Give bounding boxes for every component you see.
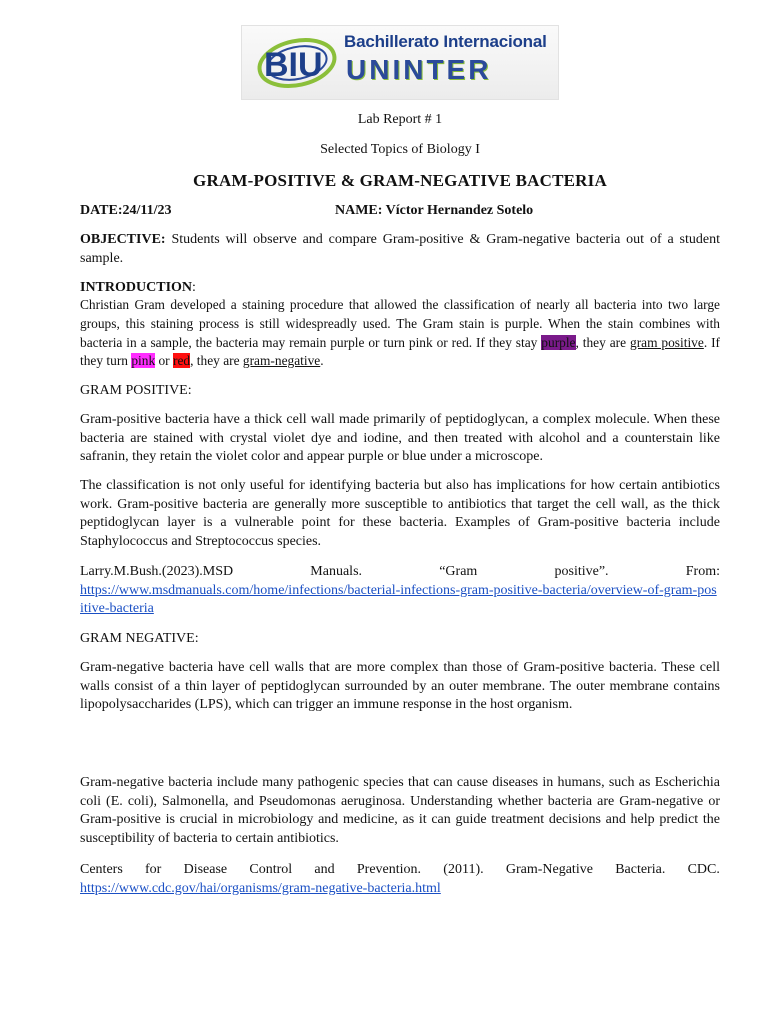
course-name: Selected Topics of Biology I bbox=[320, 142, 480, 157]
gram-positive-heading: GRAM POSITIVE: bbox=[80, 383, 192, 398]
objective-label: OBJECTIVE: bbox=[80, 232, 166, 247]
cdc-link[interactable]: https://www.cdc.gov/hai/organisms/gram-negative-bacteria.html bbox=[80, 880, 441, 896]
introduction-label: INTRODUCTION bbox=[80, 280, 193, 295]
logo-line-1: Bachillerato Internacional bbox=[344, 32, 547, 51]
gram-negative-reference bbox=[80, 861, 720, 898]
citation-word: Manuals. bbox=[310, 564, 363, 579]
citation-word: positive”. bbox=[554, 564, 609, 579]
citation-word: Control bbox=[249, 862, 293, 877]
citation-word: “Gram bbox=[439, 564, 478, 579]
citation-word: From: bbox=[685, 564, 720, 579]
citation-word: Centers bbox=[80, 862, 123, 877]
student-name: NAME: Víctor Hernandez Sotelo bbox=[335, 203, 534, 218]
introduction-colon: : bbox=[192, 280, 196, 295]
gram-negative-term: gram-negative bbox=[242, 353, 321, 369]
report-number: Lab Report # 1 bbox=[357, 112, 443, 127]
report-date: DATE:24/11/23 bbox=[80, 203, 172, 218]
citation-word: Prevention. bbox=[356, 862, 422, 877]
gram-negative-paragraph-1: Gram-negative bacteria have cell walls that are more complex than those of Gram-positive bacteria. These cell walls consist of a thin layer of peptidoglycan surrounded by an outer membrane. The outer membrane contains lipopolysaccharides (LPS), which can trigger an immune response in the host organism. bbox=[80, 660, 720, 713]
gram-negative-paragraph-2: Gram-negative bacteria include many pathogenic species that can cause diseases in humans, such as Escherichia coli (E. coli), Salmonella, and Pseudomonas aeruginosa. Understanding whether bacteria are Gram-negative or Gram-positive is crucial in microbiology and medicine, as it can guide treatment decisions and help predict the susceptibility of bacteria to certain antibiotics. bbox=[80, 775, 720, 847]
gram-positive-paragraph-1: Gram-positive bacteria have a thick cell wall made primarily of peptidoglycan, a complex molecule. When these bacteria are stained with crystal violet dye and iodine, and then treated with alcohol and a counterstain like safranin, they retain the violet color and appear purple or blue under a microscope. bbox=[80, 412, 720, 465]
citation-word: and bbox=[314, 862, 335, 877]
objective-text: Students will observe and compare Gram-positive & Gram-negative bacteria out of a student sample. bbox=[80, 232, 720, 266]
intro-text-a: Christian Gram developed a staining procedure that allowed the classification of nearly all bacteria into two large groups, this staining process is still widespreadly used. The Gram stain is purple. When the stain combines with bacteria in a sample, the bacteria may remain purple or turn pink or red. If they stay bbox=[80, 297, 720, 350]
gram-positive-term: gram positive bbox=[630, 334, 704, 350]
introduction-heading bbox=[80, 279, 196, 297]
document-title: GRAM-POSITIVE & GRAM-NEGATIVE BACTERIA bbox=[193, 171, 607, 190]
gram-positive-reference bbox=[80, 563, 720, 619]
pink-highlight: pink bbox=[131, 353, 156, 369]
purple-highlight: purple bbox=[541, 334, 576, 350]
reference-citation-line bbox=[80, 861, 720, 880]
date-name-line bbox=[80, 203, 720, 219]
citation-word: (2011). bbox=[443, 862, 484, 877]
logo-line-2: UNINTER bbox=[346, 54, 492, 85]
introduction-paragraph bbox=[80, 296, 720, 371]
objective-paragraph bbox=[80, 231, 720, 268]
citation-word: for bbox=[145, 862, 162, 877]
citation-word: Bacteria. bbox=[615, 862, 666, 877]
gram-negative-heading: GRAM NEGATIVE: bbox=[80, 631, 199, 646]
citation-word: Gram-Negative bbox=[505, 862, 593, 877]
citation-word: Larry.M.Bush.(2023).MSD bbox=[80, 564, 234, 579]
intro-text-f: . bbox=[320, 353, 324, 369]
intro-text-d: or bbox=[155, 353, 173, 369]
intro-text-c: . If they turn bbox=[80, 334, 721, 369]
logo-monogram: BIU bbox=[264, 46, 323, 84]
red-highlight: red bbox=[173, 353, 191, 369]
intro-text-b: , they are bbox=[575, 334, 630, 350]
gram-positive-paragraph-2: The classification is not only useful for identifying bacteria but also has implications for how certain antibiotics work. Gram-positive bacteria are generally more susceptible to antibiotics that target the cell wall, as the thick peptidoglycan layer is a vulnerable point for these bacteria. Examples of Gram-positive bacteria include Staphylococcus and Streptococcus species. bbox=[80, 478, 720, 550]
citation-word: CDC. bbox=[687, 862, 720, 877]
reference-citation-line bbox=[80, 563, 720, 582]
msd-manuals-link[interactable]: https://www.msdmanuals.com/home/infections/bacterial-infections-gram-positive-bacteria/overview-of-gram-positive-bacteria bbox=[80, 582, 717, 617]
citation-word: Disease bbox=[183, 862, 228, 877]
intro-text-e: , they are bbox=[190, 353, 243, 369]
biu-monogram-graphic bbox=[242, 26, 352, 99]
uninter-logo bbox=[241, 25, 559, 100]
